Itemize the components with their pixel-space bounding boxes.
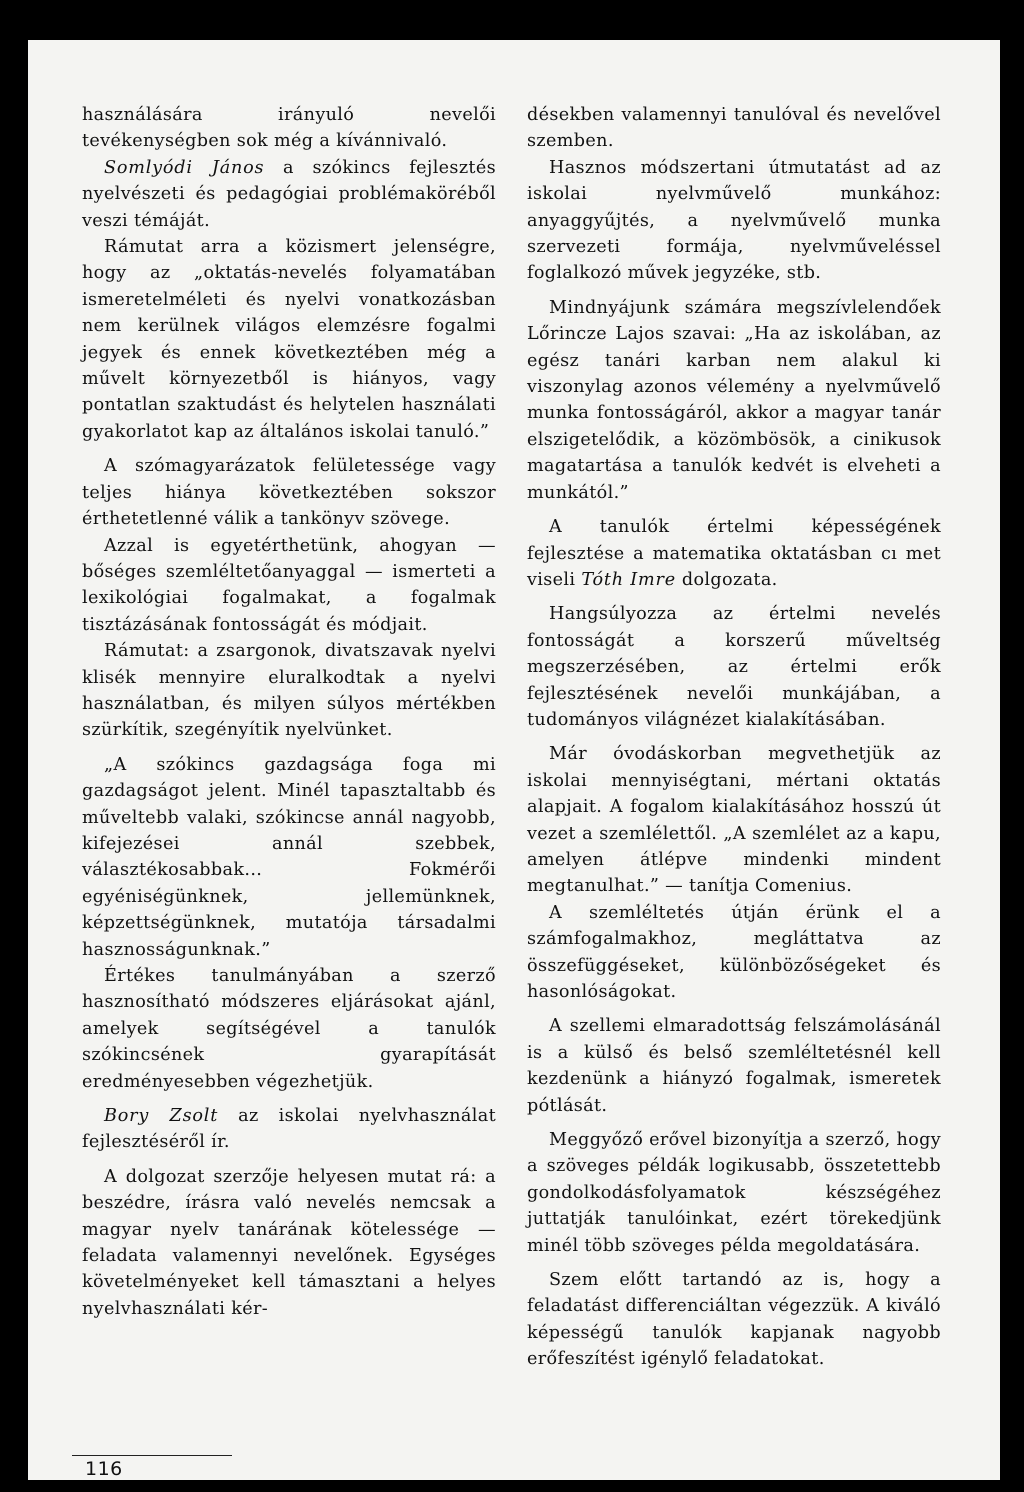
paragraph: Mindnyájunk számára megszívlelendőek Lőrincze Lajos szavai: „Ha az iskolában, az egész tanári karban nem alakul ki viszonylag azonos vélemény a nyelvművelő munka fontosságáról, akkor a magyar tanár elszigetelődik, a közömbösök, a cinikusok magatartása a tanulók kedvét is elveheti a munkától.” <box>527 297 941 503</box>
left-column <box>82 102 496 1322</box>
paragraph: A szómagyarázatok felületessége vagy teljes hiánya következtében sokszor érthetetlenné válik a tankönyv szövege. <box>82 456 496 530</box>
paragraph: Már óvodáskorban megvethetjük az iskolai mennyiségtani, mértani oktatás alapjait. A fogalom kialakításához hosszú út vezet a szemlélettől. „A szemlélet az a kapu, amelyen átlépve mindenki mindent megtanulhat.” — tanítja Comenius. <box>527 744 941 897</box>
paragraph <box>527 514 941 593</box>
paragraph: Meggyőző erővel bizonyítja a szerző, hogy a szöveges példák logikusabb, összetettebb gondolkodásfolyamatok készségéhez juttatják tanulóinkat, ezért törekedjünk minél több szöveges példa megoldatására. <box>527 1130 941 1256</box>
paragraph: A szellemi elmaradottság felszámolásánál is a külső és belső szemléltetésnél kell kezdenünk a hiányzó fogalmak, ismeretek pótlását. <box>527 1016 941 1116</box>
paragraph-text: a szókincs fejlesztés nyelvészeti és pedagógiai problémaköréből veszi témáját. <box>82 157 496 231</box>
paragraph: Rámutat: a zsargonok, divatszavak nyelvi klisék mennyire eluralkodtak a nyelvi használatban, és milyen súlyos mértékben szürkítik, szegényítik nyelvünket. <box>82 641 496 741</box>
paragraph: használására irányuló nevelői tevékenységben sok még a kívánnivaló. <box>82 105 496 152</box>
author-name: Bory Zsolt <box>104 1106 219 1127</box>
paragraph: A dolgozat szerzője helyesen mutat rá: a beszédre, írásra való nevelés nemcsak a magyar nyelv tanárának kötelessége — feladata valamennyi nevelőnek. Egységes követelményeket kell támasztani a helyes nyelvhasználati kér- <box>82 1166 496 1319</box>
paragraph-text: A tanulók értelmi képességének fejlesztése a matematika oktatásban cı met viseli <box>527 517 941 590</box>
right-column <box>527 102 941 1373</box>
paragraph: Rámutat arra a közismert jelenségre, hogy az „oktatás-nevelés folyamatában ismeretelméleti és nyelvi vonatkozásban nem kerülnek világos elemzésre fogalmi jegyek és ennek következtében még a művelt környezetből is hiányos, vagy pontatlan szaktudást és helytelen használati gyakorlatot kap az általános iskolai tanuló.” <box>82 237 496 442</box>
paragraph: désekben valamennyi tanulóval és nevelővel szemben. <box>527 105 941 152</box>
paragraph: A szemléltetés útján érünk el a számfogalmakhoz, megláttatva az összefüggéseket, különbözőségeket és hasonlóságokat. <box>527 902 941 1002</box>
book-page <box>28 40 1000 1480</box>
paragraph <box>82 1103 496 1156</box>
paragraph: Hangsúlyozza az értelmi nevelés fontosságát a korszerű műveltség megszerzésében, az értelmi erők fejlesztésének nevelői munkájában, a tudományos világnézet kialakításában. <box>527 604 941 730</box>
paragraph-text: az iskolai nyelvhasználat fejlesztéséről ír. <box>82 1106 496 1153</box>
paragraph <box>82 155 496 234</box>
paragraph: Értékes tanulmányában a szerző hasznosítható módszeres eljárásokat ajánl, amelyek segítségével a tanulók szókincsének gyarapítását eredményesebben végezhetjük. <box>82 966 496 1092</box>
paragraph: Szem előtt tartandó az is, hogy a feladatást differenciáltan végezzük. A kiváló képességű tanulók kapjanak nagyobb erőfeszítést igénylő feladatokat. <box>527 1270 941 1370</box>
page-number: 116 <box>85 1458 123 1480</box>
paragraph-text: dolgozata. <box>675 569 778 590</box>
footer-rule <box>72 1455 232 1456</box>
paragraph: Azzal is egyetérthetünk, ahogyan — bőséges szemléltetőanyaggal — ismerteti a lexikológiai fogalmakat, a fogalmak tisztázásának fontosságát és módjait. <box>82 535 496 635</box>
paragraph: Hasznos módszertani útmutatást ad az iskolai nyelvművelő munkához: anyaggyűjtés, a nyelvművelő munka szervezeti formája, nyelvműveléssel foglalkozó művek jegyzéke, stb. <box>527 157 941 284</box>
author-name: Tóth Imre <box>581 569 676 590</box>
quote-paragraph: „A szókincs gazdagsága foga mi gazdagságot jelent. Minél tapasztaltabb és műveltebb valaki, szókincse annál nagyobb, kifejezései annál szebbek, választékosabbak... Fokmérői egyéniségünknek, jellemünknek, képzettségünknek, mutatója társadalmi hasznosságunknak.” <box>82 754 496 960</box>
author-name: Somlyódi János <box>104 157 265 178</box>
